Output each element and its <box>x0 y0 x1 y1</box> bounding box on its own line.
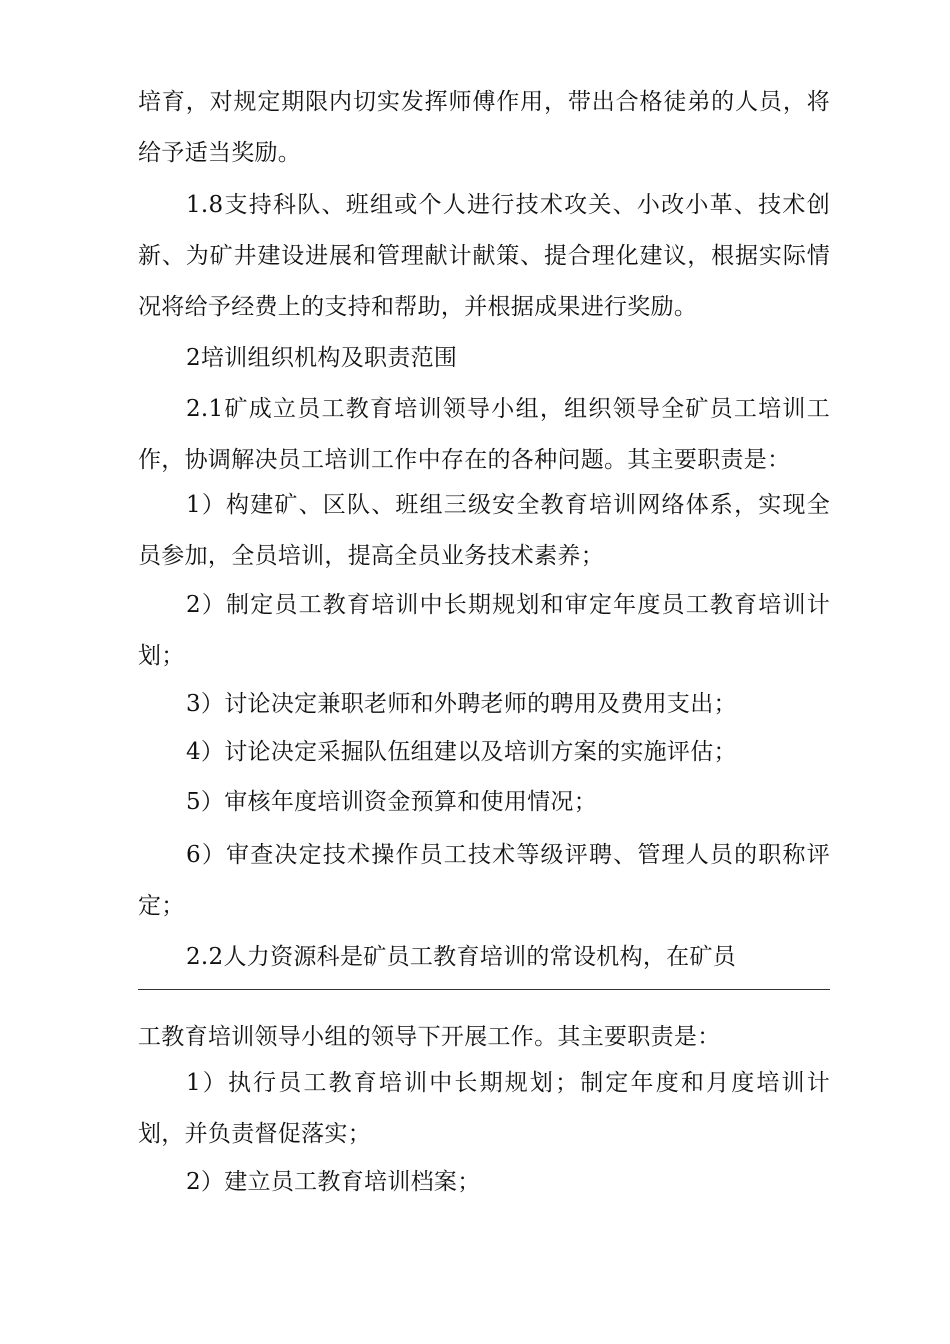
list-item-3-teachers: 3）讨论决定兼职老师和外聘老师的聘用及费用支出； <box>186 691 737 717</box>
section-heading-2: 2培训组织机构及职责范围 <box>186 345 458 371</box>
paragraph-2-2-hr-department: 2.2人力资源科是矿员工教育培训的常设机构，在矿员 <box>186 944 737 970</box>
list-item-6-grading: 6）审查决定技术操作员工技术等级评聘、管理人员的职称评定； <box>138 842 830 919</box>
paragraph-2-1-leadership-group: 2.1矿成立员工教育培训领导小组，组织领导全矿员工培训工作，协调解决员工培训工作中存在的各种问题。其主要职责是： <box>138 396 830 473</box>
page-divider <box>138 989 830 990</box>
list-item-1-execute-plan: 1）执行员工教育培训中长期规划；制定年度和月度培训计划，并负责督促落实； <box>138 1070 830 1147</box>
list-item-4-team-evaluation: 4）讨论决定采掘队伍组建以及培训方案的实施评估； <box>186 739 737 765</box>
paragraph-hr-continued: 工教育培训领导小组的领导下开展工作。其主要职责是： <box>138 1024 721 1050</box>
list-item-1-network-system: 1）构建矿、区队、班组三级安全教育培训网络体系，实现全员参加，全员培训，提高全员业务技术素养； <box>138 492 830 569</box>
paragraph-training-reward: 培育，对规定期限内切实发挥师傅作用，带出合格徒弟的人员，将给予适当奖励。 <box>138 89 830 166</box>
list-item-5-budget: 5）审核年度培训资金预算和使用情况； <box>186 789 598 815</box>
list-item-2-training-archive: 2）建立员工教育培训档案； <box>186 1169 481 1195</box>
list-item-2-plan: 2）制定员工教育培训中长期规划和审定年度员工教育培训计划； <box>138 592 830 669</box>
paragraph-1-8-innovation-support: 1.8支持科队、班组或个人进行技术攻关、小改小革、技术创新、为矿井建设进展和管理献计献策、提合理化建议，根据实际情况将给予经费上的支持和帮助，并根据成果进行奖励。 <box>138 192 830 320</box>
